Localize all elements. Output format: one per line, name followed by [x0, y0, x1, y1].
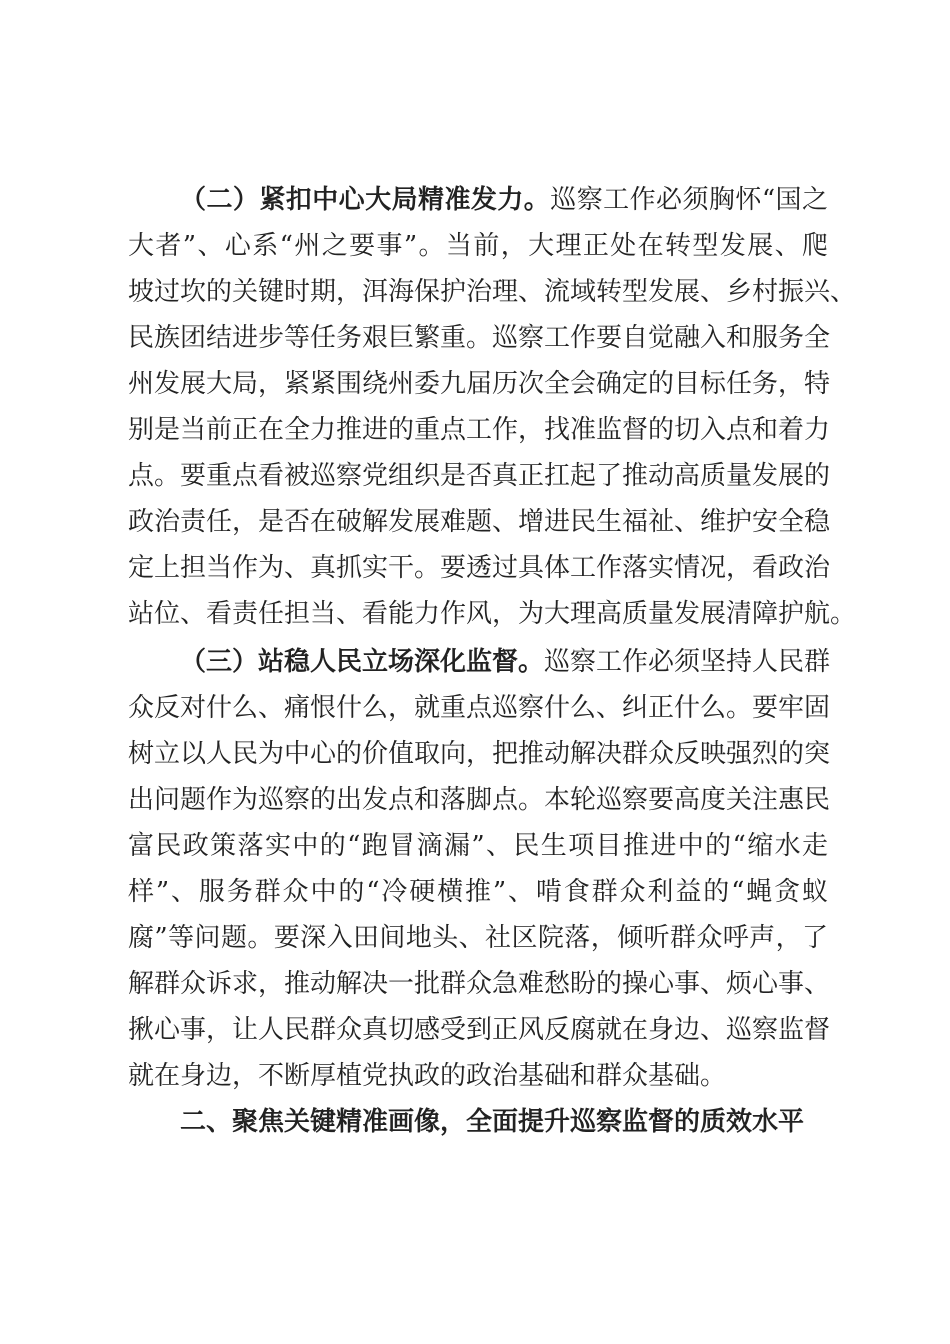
- paragraph-2-line-8: 政治责任，是否在破解发展难题、增进民生福祉、维护安全稳: [128, 507, 831, 537]
- paragraph-3-line-7: 腐”等问题。要深入田间地头、社区院落，倾听群众呼声，了: [128, 923, 828, 953]
- paragraph-2-line-9: 定上担当作为、真抓实干。要透过具体工作落实情况，看政治: [128, 553, 831, 583]
- section-heading: 二、聚焦关键精准画像，全面提升巡察监督的质效水平: [180, 1107, 805, 1137]
- paragraph-2-line-4: 民族团结进步等任务艰巨繁重。巡察工作要自觉融入和服务全: [128, 323, 831, 353]
- paragraph-3-line-4: 出问题作为巡察的出发点和落脚点。本轮巡察要高度关注惠民: [128, 785, 831, 815]
- paragraph-2-line-2: 大者”、心系“州之要事”。当前，大理正处在转型发展、爬: [128, 231, 828, 261]
- paragraph-3-line-1: [180, 640, 831, 684]
- paragraph-2-line-10: 站位、看责任担当、看能力作风，为大理高质量发展清障护航。: [128, 599, 857, 629]
- paragraph-3-text: 巡察工作必须坚持人民群: [544, 647, 831, 677]
- paragraph-3-line-2: 众反对什么、痛恨什么，就重点巡察什么、纠正什么。要牢固: [128, 693, 831, 723]
- paragraph-3-line-6: 样”、服务群众中的“冷硬横推”、啃食群众利益的“蝇贪蚁: [128, 877, 828, 907]
- paragraph-3-line-8: 解群众诉求，推动解决一批群众急难愁盼的操心事、烦心事、: [128, 969, 831, 999]
- paragraph-3-line-3: 树立以人民为中心的价值取向，把推动解决群众反映强烈的突: [128, 739, 831, 769]
- paragraph-3-lead: （三）站稳人民立场深化监督。: [180, 647, 545, 677]
- paragraph-3-line-9: 揪心事，让人民群众真切感受到正风反腐就在身边、巡察监督: [128, 1015, 831, 1045]
- paragraph-2-line-5: 州发展大局，紧紧围绕州委九届历次全会确定的目标任务，特: [128, 369, 831, 399]
- paragraph-2-line-3: 坡过坎的关键时期，洱海保护治理、流域转型发展、乡村振兴、: [128, 277, 857, 307]
- paragraph-3-line-10: 就在身边，不断厚植党执政的政治基础和群众基础。: [128, 1061, 727, 1091]
- paragraph-2-line-6: 别是当前正在全力推进的重点工作，找准监督的切入点和着力: [128, 415, 831, 445]
- paragraph-2-lead: （二）紧扣中心大局精准发力。: [180, 185, 551, 215]
- paragraph-2-line-7: 点。要重点看被巡察党组织是否真正扛起了推动高质量发展的: [128, 461, 831, 491]
- paragraph-2-line-1: [180, 178, 828, 222]
- paragraph-2-text: 巡察工作必须胸怀“国之: [550, 185, 828, 215]
- paragraph-3-line-5: 富民政策落实中的“跑冒滴漏”、民生项目推进中的“缩水走: [128, 831, 828, 861]
